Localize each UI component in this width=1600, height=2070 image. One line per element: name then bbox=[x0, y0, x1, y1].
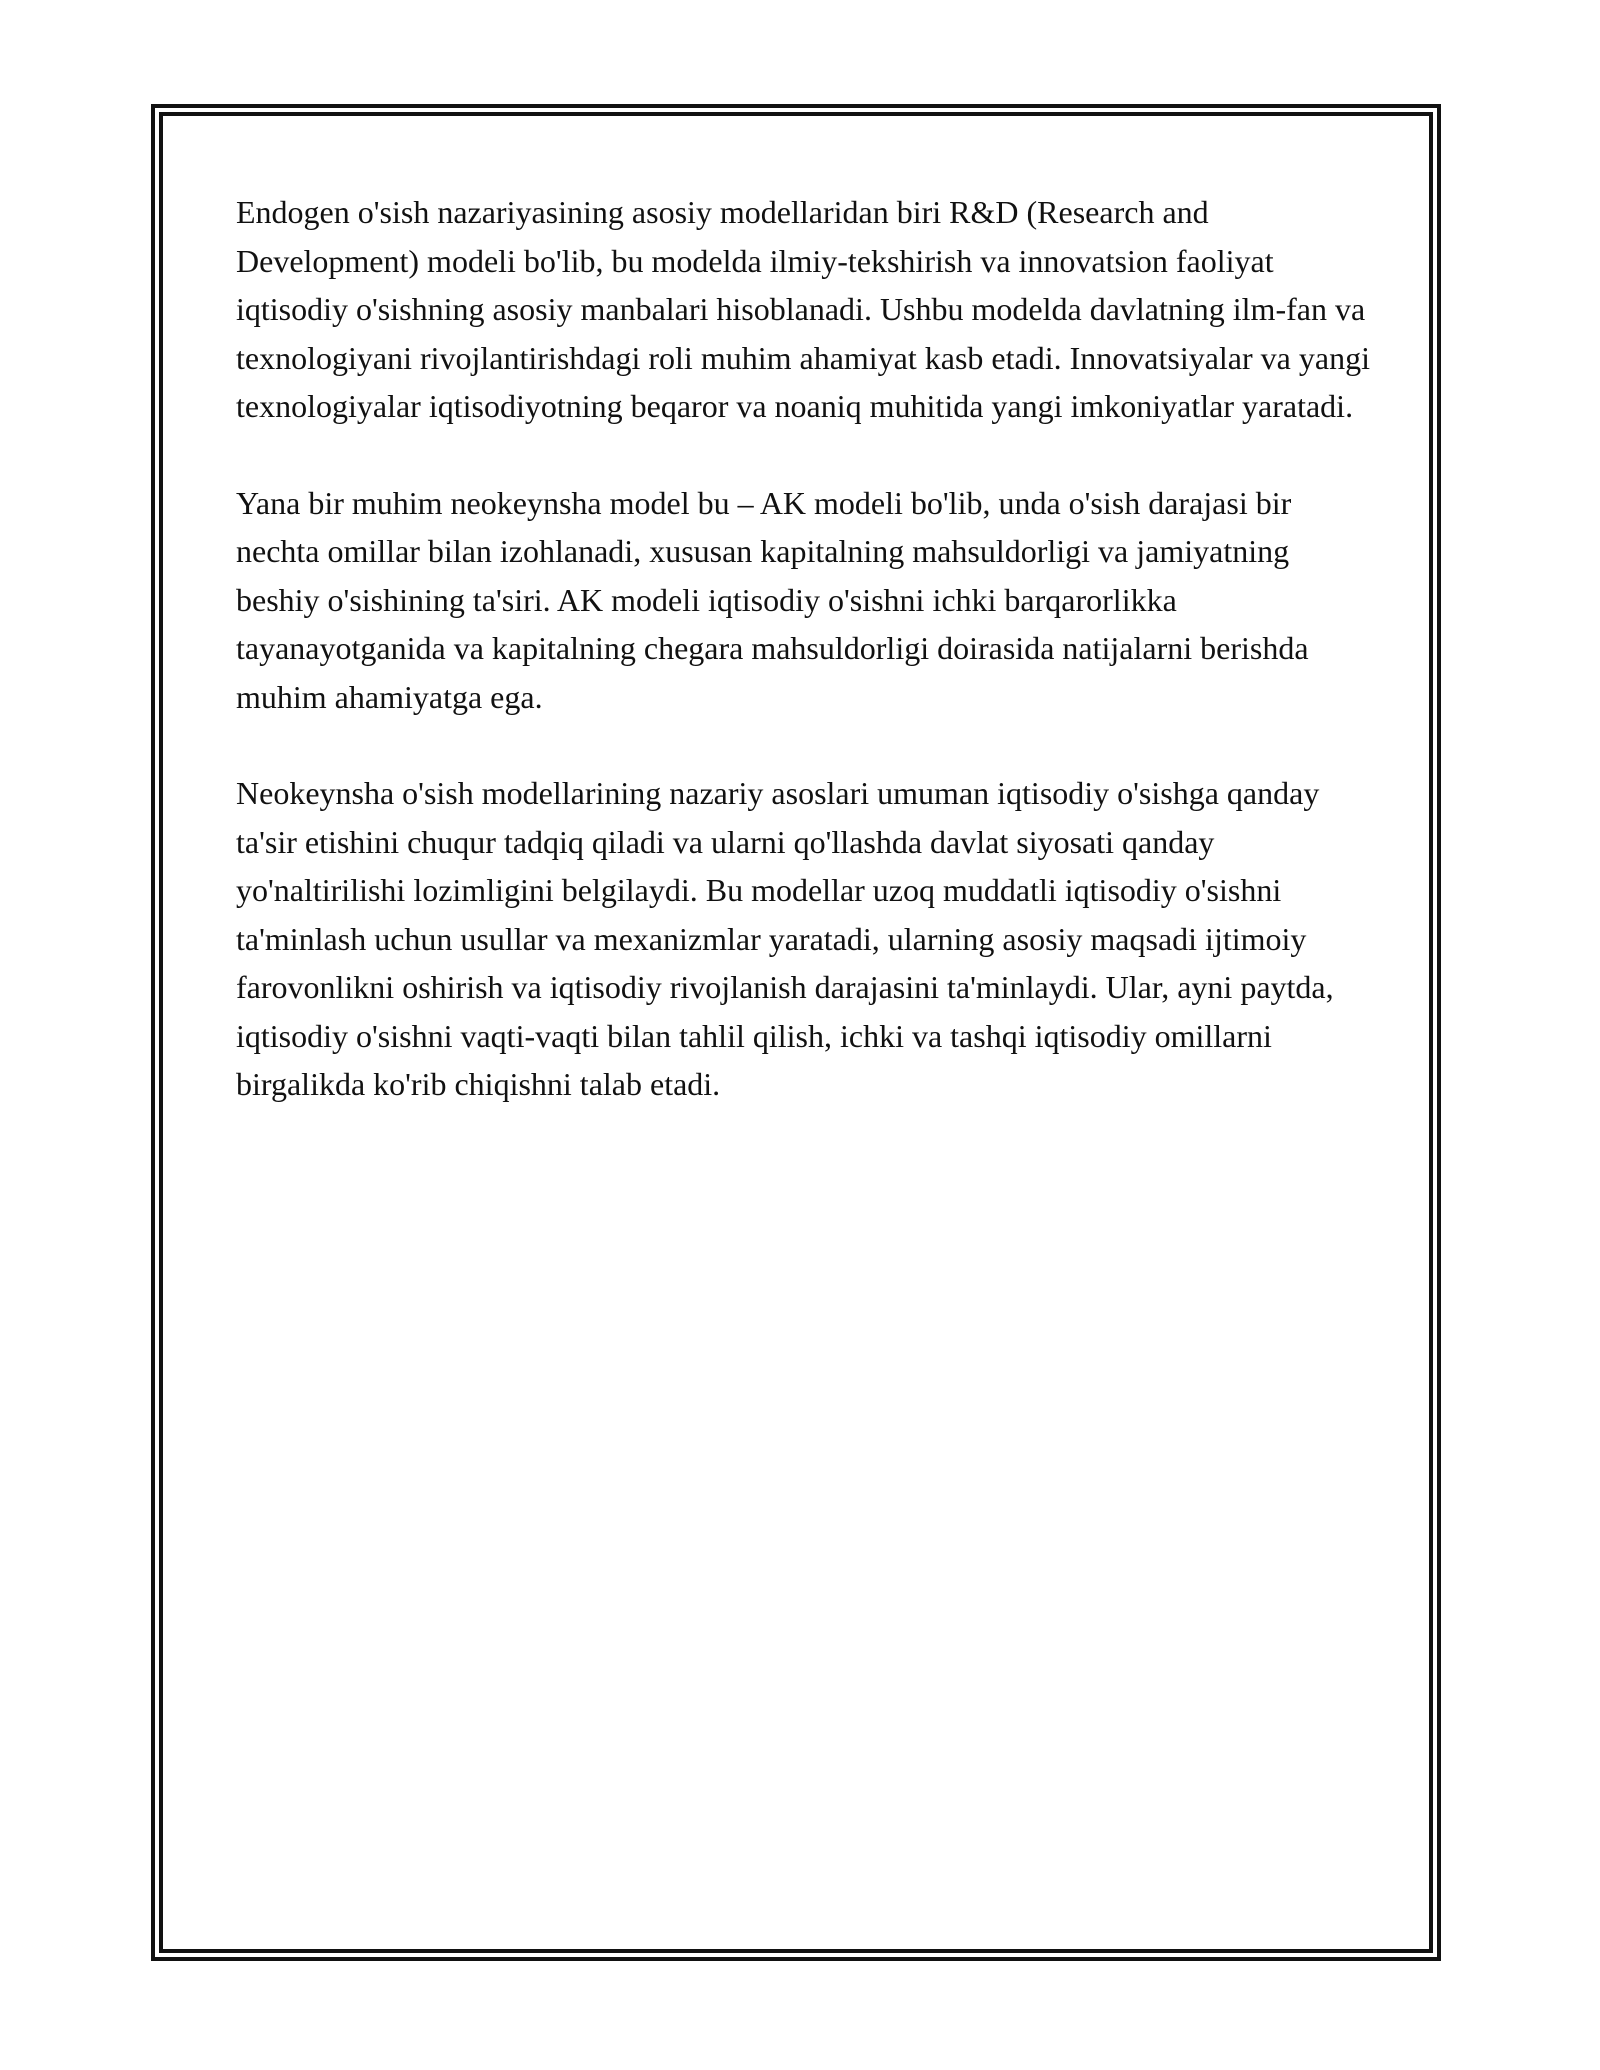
document-body bbox=[236, 188, 1376, 1157]
paragraph-rnd-model: Endogen o'sish nazariyasining asosiy modellaridan biri R&D (Research and Development) modeli bo'lib, bu modelda ilmiy-tekshirish va innovatsion faoliyat iqtisodiy o'sishning asosiy manbalari hisoblanadi. Ushbu modelda davlatning ilm-fan va texnologiyani rivojlantirishdagi roli muhim ahamiyat kasb etadi. Innovatsiyalar va yangi texnologiyalar iqtisodiyotning beqaror va noaniq muhitida yangi imkoniyatlar yaratadi. bbox=[236, 194, 1370, 424]
paragraph-neokeynesian-basis: Neokeynsha o'sish modellarining nazariy asoslari umuman iqtisodiy o'sishga qanday ta'sir etishini chuqur tadqiq qiladi va ularni qo'llashda davlat siyosati qanday yo'naltirilishi lozimligini belgilaydi. Bu modellar uzoq muddatli iqtisodiy o'sishni ta'minlash uchun usullar va mexanizmlar yaratadi, ularning asosiy maqsadi ijtimoiy farovonlikni oshirish va iqtisodiy rivojlanish darajasini ta'minlaydi. Ular, ayni paytda, iqtisodiy o'sishni vaqti-vaqti bilan tahlil qilish, ichki va tashqi iqtisodiy omillarni birgalikda ko'rib chiqishni talab etadi. bbox=[236, 775, 1334, 1102]
paragraph-ak-model: Yana bir muhim neokeynsha model bu – AK modeli bo'lib, unda o'sish darajasi bir nechta omillar bilan izohlanadi, xususan kapitalning mahsuldorligi va jamiyatning beshiy o'sishining ta'siri. AK modeli iqtisodiy o'sishni ichki barqarorlikka tayanayotganida va kapitalning chegara mahsuldorligi doirasida natijalarni berishda muhim ahamiyatga ega. bbox=[236, 484, 1309, 715]
